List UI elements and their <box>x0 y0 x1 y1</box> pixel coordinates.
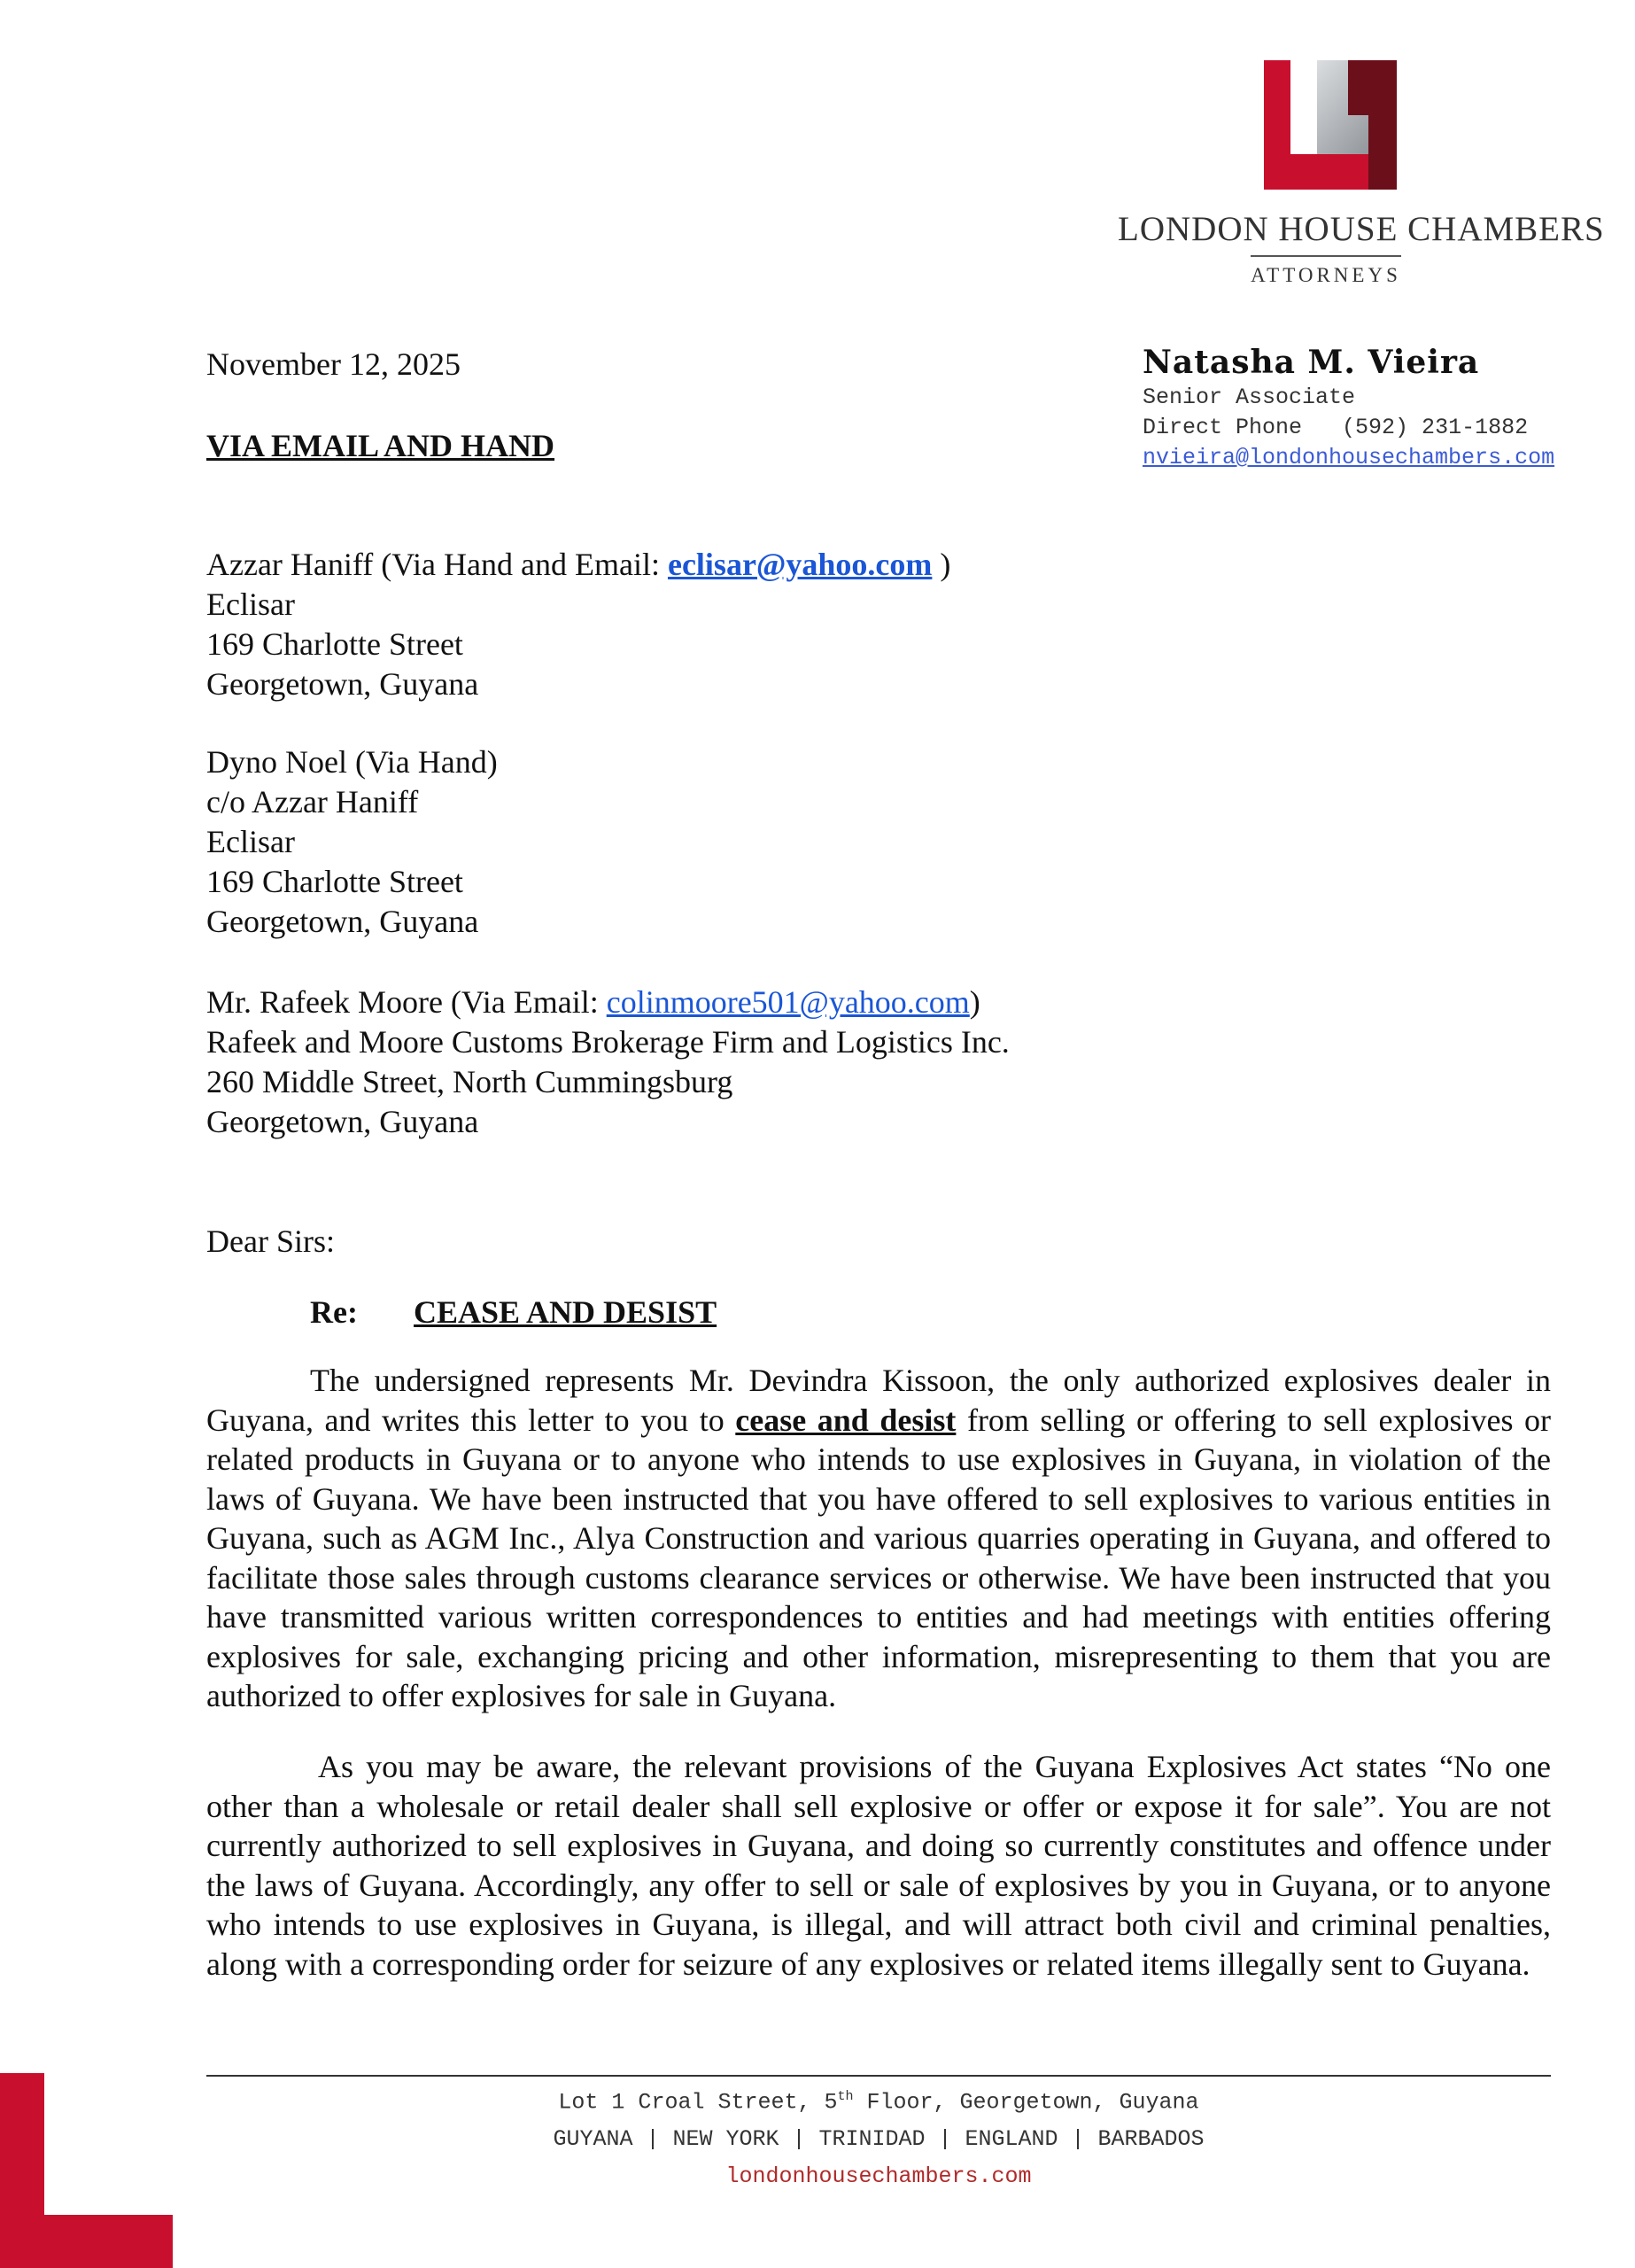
address-line: Eclisar <box>206 586 295 622</box>
sender-phone-row <box>1143 415 1554 441</box>
address-line: 260 Middle Street, North Cummingsburg <box>206 1064 733 1099</box>
recipient-name-line <box>206 545 950 585</box>
delivery-method: VIA EMAIL AND HAND <box>206 428 555 463</box>
re-label: Re: <box>310 1294 358 1330</box>
corner-l-icon <box>0 2073 173 2268</box>
salutation: Dear Sirs: <box>206 1223 335 1259</box>
address-line: Georgetown, Guyana <box>206 904 479 939</box>
recipient-name-suffix: ) <box>932 547 951 582</box>
sender-title: Senior Associate <box>1143 384 1356 410</box>
footer-website-link[interactable]: londonhousechambers.com <box>725 2163 1032 2189</box>
recipient-name: Azzar Haniff (Via Hand and Email: <box>206 547 668 582</box>
footer-address-text: Lot 1 Croal Street, 5 <box>558 2089 838 2116</box>
recipient-address-1 <box>206 545 950 704</box>
recipient-name: Mr. Rafeek Moore (Via Email: <box>206 984 607 1020</box>
address-line: Georgetown, Guyana <box>206 1104 479 1139</box>
address-line: Eclisar <box>206 824 295 859</box>
paragraph-text: from selling or offering to sell explosives or related products in Guyana or to anyone who intends to use explosives in Guyana, in violation of the laws of Guyana. We have been instructed that you have offered to sell explosives to various entities in Guyana, such as AGM Inc., Alya Construction and various quarries operating in Guyana, and offered to facilitate those sales through customs clearance services or otherwise. We have been instructed that you have transmitted various written correspondences to entities and had meetings with entities offering explosives for sale, exchanging pricing and other information, misrepresenting to them that you are authorized to offer explosives for sale in Guyana. <box>206 1402 1552 1713</box>
firm-logo <box>1118 55 1605 294</box>
footer-offices: GUYANA | NEW YORK | TRINIDAD | ENGLAND | BARBADOS <box>553 2126 1205 2152</box>
footer-address-sup: th <box>837 2089 854 2104</box>
body-paragraph-2 <box>206 1747 1551 1984</box>
recipient-address-2 <box>206 742 498 942</box>
body-paragraph-1 <box>206 1361 1551 1716</box>
sender-phone: (592) 231-1882 <box>1342 415 1529 440</box>
sender-block <box>1143 344 1554 471</box>
firm-subtitle: ATTORNEYS <box>1251 264 1401 286</box>
footer-address-text: Floor, Georgetown, Guyana <box>853 2089 1199 2116</box>
paragraph-text: As you may be aware, the relevant provisions of the Guyana Explosives Act states “No one other than a wholesale or retail dealer shall sell explosive or offer or expose it for sale”. You are not currently authorized to sell explosives in Guyana, and doing so currently constitutes and offence under the laws of Guyana. Accordingly, any offer to sell or sale of explosives by you in Guyana, or to anyone who intends to use explosives in Guyana, is illegal, and will attract both civil and criminal penalties, along with a corresponding order for seizure of any explosives or related items illegally sent to Guyana. <box>206 1749 1551 1982</box>
emphasis-cease-and-desist: cease and desist <box>735 1402 957 1438</box>
sender-name: Natasha M. Vieira <box>1143 344 1480 381</box>
recipient-address-3 <box>206 983 1010 1142</box>
sender-email-link[interactable]: nvieira@londonhousechambers.com <box>1143 445 1555 470</box>
firm-logo-mark-icon <box>1264 60 1397 190</box>
paragraph-text: The undersigned represents Mr. Devindra Kissoon, the only authorized explosives dealer in Guyana, and writes this letter to you to <box>206 1363 1551 1438</box>
recipient-name-suffix: ) <box>969 984 980 1020</box>
firm-name: LONDON HOUSE CHAMBERS <box>1118 210 1605 248</box>
footer-address <box>206 2089 1551 2115</box>
footer-divider <box>206 2075 1551 2077</box>
address-line: c/o Azzar Haniff <box>206 784 419 819</box>
recipient-name-line: Dyno Noel (Via Hand) <box>206 744 498 780</box>
recipient-email-link[interactable]: colinmoore501@yahoo.com <box>606 984 970 1020</box>
re-subject: CEASE AND DESIST <box>414 1294 717 1330</box>
recipient-name-line <box>206 983 1010 1022</box>
address-line: Rafeek and Moore Customs Brokerage Firm and Logistics Inc. <box>206 1024 1010 1060</box>
address-line: 169 Charlotte Street <box>206 626 463 662</box>
address-line: Georgetown, Guyana <box>206 666 479 702</box>
letter-date: November 12, 2025 <box>206 346 461 382</box>
address-line: 169 Charlotte Street <box>206 864 463 899</box>
sender-phone-label: Direct Phone <box>1143 415 1303 440</box>
firm-name-divider <box>1251 255 1401 257</box>
recipient-email-link[interactable]: eclisar@yahoo.com <box>667 547 933 582</box>
